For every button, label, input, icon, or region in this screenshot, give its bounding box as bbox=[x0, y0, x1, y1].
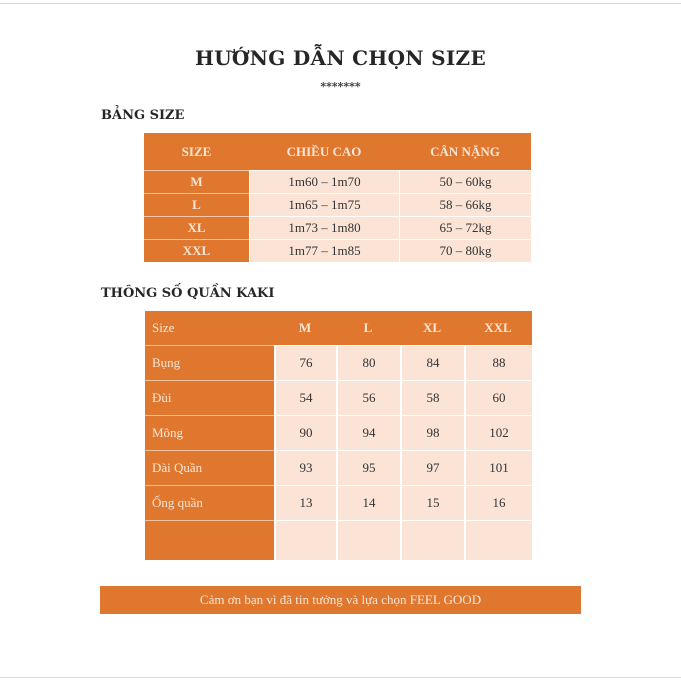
value-cell: 95 bbox=[336, 450, 400, 485]
value-cell: 88 bbox=[464, 345, 532, 380]
value-cell: 58 bbox=[400, 380, 464, 415]
header-cell: CHIỀU CAO bbox=[249, 133, 399, 170]
size-cell: XXL bbox=[144, 239, 249, 262]
table-row bbox=[145, 450, 532, 485]
value-cell: 13 bbox=[274, 485, 336, 520]
table-row bbox=[145, 380, 532, 415]
row-label: Bụng bbox=[145, 345, 274, 380]
value-cell bbox=[274, 520, 336, 560]
value-cell: 56 bbox=[336, 380, 400, 415]
value-cell: 94 bbox=[336, 415, 400, 450]
size-cell: M bbox=[144, 170, 249, 193]
value-cell: 60 bbox=[464, 380, 532, 415]
row-label: Dài Quần bbox=[145, 450, 274, 485]
page-title: HƯỚNG DẪN CHỌN SIZE bbox=[194, 46, 486, 70]
height-cell: 1m65 – 1m75 bbox=[249, 193, 399, 216]
table-row bbox=[144, 193, 531, 216]
height-cell: 1m73 – 1m80 bbox=[249, 216, 399, 239]
table-row bbox=[145, 520, 532, 560]
value-cell: 76 bbox=[274, 345, 336, 380]
header-cell: L bbox=[336, 311, 400, 345]
row-label bbox=[145, 520, 274, 560]
weight-cell: 65 – 72kg bbox=[399, 216, 531, 239]
table-row bbox=[144, 170, 531, 193]
value-cell: 98 bbox=[400, 415, 464, 450]
value-cell: 80 bbox=[336, 345, 400, 380]
weight-cell: 70 – 80kg bbox=[399, 239, 531, 262]
title-stars-decoration: ******* bbox=[320, 80, 361, 93]
header-cell: M bbox=[274, 311, 336, 345]
value-cell: 102 bbox=[464, 415, 532, 450]
header-cell: SIZE bbox=[144, 133, 249, 170]
bottom-divider bbox=[0, 677, 681, 678]
table-row bbox=[145, 345, 532, 380]
value-cell: 54 bbox=[274, 380, 336, 415]
value-cell: 14 bbox=[336, 485, 400, 520]
row-label: Mông bbox=[145, 415, 274, 450]
table-row bbox=[144, 216, 531, 239]
value-cell: 90 bbox=[274, 415, 336, 450]
row-label: Ống quần bbox=[145, 485, 274, 520]
size-chart-heading: BẢNG SIZE bbox=[101, 108, 185, 123]
value-cell: 93 bbox=[274, 450, 336, 485]
value-cell: 16 bbox=[464, 485, 532, 520]
top-divider bbox=[0, 3, 681, 4]
kaki-header-row bbox=[145, 311, 532, 345]
value-cell: 84 bbox=[400, 345, 464, 380]
size-cell: XL bbox=[144, 216, 249, 239]
height-cell: 1m77 – 1m85 bbox=[249, 239, 399, 262]
size-cell: L bbox=[144, 193, 249, 216]
value-cell bbox=[464, 520, 532, 560]
value-cell bbox=[400, 520, 464, 560]
size-chart-table bbox=[144, 133, 531, 262]
value-cell: 15 bbox=[400, 485, 464, 520]
thank-you-banner: Cảm ơn bạn vì đã tin tưởng và lựa chọn FEEL GOOD bbox=[100, 586, 581, 614]
height-cell: 1m60 – 1m70 bbox=[249, 170, 399, 193]
value-cell: 101 bbox=[464, 450, 532, 485]
weight-cell: 58 – 66kg bbox=[399, 193, 531, 216]
table-row bbox=[145, 485, 532, 520]
value-cell bbox=[336, 520, 400, 560]
kaki-chart-heading: THÔNG SỐ QUẦN KAKI bbox=[101, 286, 275, 301]
weight-cell: 50 – 60kg bbox=[399, 170, 531, 193]
table-row bbox=[144, 239, 531, 262]
header-cell: Size bbox=[145, 311, 274, 345]
table-row bbox=[145, 415, 532, 450]
value-cell: 97 bbox=[400, 450, 464, 485]
row-label: Đùi bbox=[145, 380, 274, 415]
header-cell: XL bbox=[400, 311, 464, 345]
kaki-spec-table bbox=[145, 311, 532, 560]
size-chart-header-row bbox=[144, 133, 531, 170]
header-cell: XXL bbox=[464, 311, 532, 345]
header-cell: CÂN NẶNG bbox=[399, 133, 531, 170]
